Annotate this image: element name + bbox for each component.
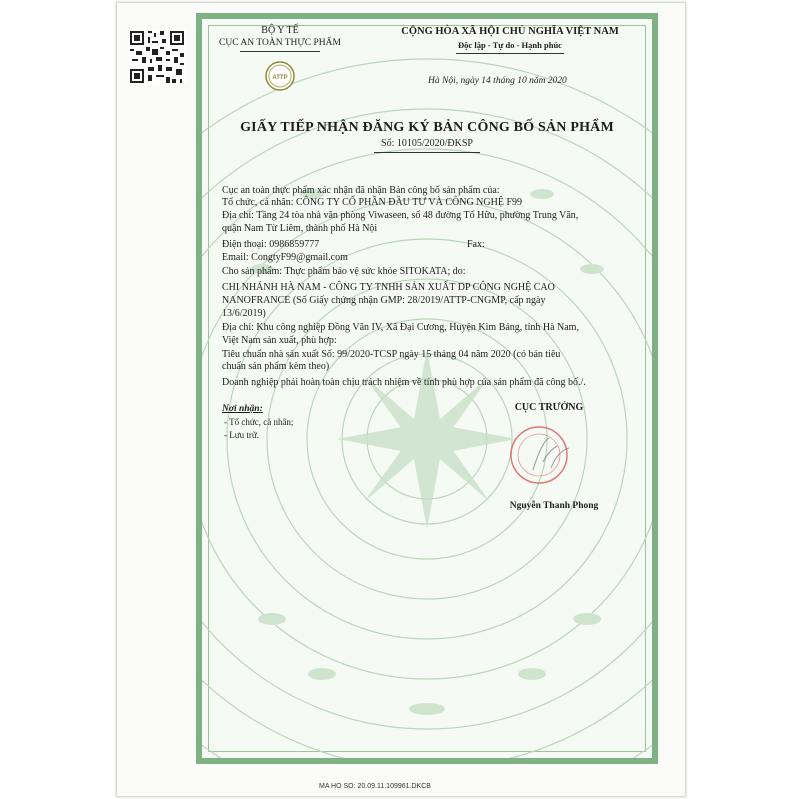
department-name: CỤC AN TOÀN THỰC PHẨM (219, 38, 341, 48)
body-line: CHI NHÁNH HÀ NAM - CÔNG TY TNHH SẢN XUẤT DP CÔNG NGHỆ CAO (222, 282, 555, 293)
header-rule-right (456, 53, 564, 54)
body-line: 13/6/2019) (222, 308, 266, 319)
recipient-item: - Tổ chức, cá nhân; (224, 417, 294, 427)
body-line: Địa chỉ: Khu công nghiệp Đồng Văn IV, Xã Đại Cương, Huyện Kim Bảng, tỉnh Hà Nam, (222, 322, 579, 333)
official-seal (503, 420, 581, 490)
food-safety-logo (264, 60, 296, 92)
fax-label: Fax: (467, 239, 485, 250)
qr-code (128, 29, 186, 85)
header-rule-left (240, 51, 320, 52)
body-line: Việt Nam sản xuất, phù hợp: (222, 335, 337, 346)
number-rule (374, 152, 480, 153)
recipients-heading: Nơi nhận: (222, 404, 263, 414)
signatory-role: CỤC TRƯỞNG (514, 402, 584, 413)
body-line: Cục an toàn thực phẩm xác nhận đã nhận Bản công bố sản phẩm của: (222, 185, 500, 196)
body-line: quận Nam Từ Liêm, thành phố Hà Nội (222, 223, 378, 234)
document-title: GIẤY TIẾP NHẬN ĐĂNG KÝ BẢN CÔNG BỐ SẢN PHẨM (240, 120, 614, 135)
recipient-item: - Lưu trữ. (224, 430, 259, 440)
national-motto: Độc lập - Tự do - Hạnh phúc (458, 40, 562, 50)
body-line: Điện thoại: 0986859777 (222, 239, 320, 250)
body-line: Email: CongtyF99@gmail.com (222, 252, 348, 263)
country-name: CỘNG HÒA XÃ HỘI CHỦ NGHĨA VIỆT NAM (401, 26, 619, 37)
body-line: Tổ chức, cá nhân: CÔNG TY CỔ PHẦN ĐẦU TƯ VÀ CÔNG NGHỆ F99 (222, 197, 523, 208)
body-line: chuẩn sản phẩm kèm theo) (222, 361, 330, 372)
svg-text:ATTP: ATTP (272, 75, 288, 81)
ministry-name: BỘ Y TẾ (261, 25, 299, 36)
body-line: Cho sản phẩm: Thực phẩm bảo vệ sức khỏe SITOKATA; do: (222, 266, 466, 277)
dossier-code: MA HO SO: 20.09.11.109961.DKCB (319, 783, 431, 790)
body-line: Địa chỉ: Tầng 24 tòa nhà văn phòng Viwaseen, số 48 đường Tố Hữu, phường Trung Văn, (222, 210, 579, 221)
body-line: Tiêu chuẩn nhà sản xuất Số: 99/2020-TCSP ngày 15 tháng 04 năm 2020 (có bản tiêu (222, 349, 561, 360)
issue-date: Hà Nội, ngày 14 tháng 10 năm 2020 (428, 76, 567, 86)
signatory-name: Nguyễn Thanh Phong (509, 501, 599, 511)
body-line: Doanh nghiệp phải hoàn toàn chịu trách nhiệm về tính phù hợp của sản phẩm đã công bố./. (222, 377, 586, 388)
document-number: Số: 10105/2020/ĐKSP (381, 138, 473, 149)
body-line: NANOFRANCE (Số Giấy chứng nhận GMP: 28/2019/ATTP-CNGMP, cấp ngày (222, 295, 546, 306)
